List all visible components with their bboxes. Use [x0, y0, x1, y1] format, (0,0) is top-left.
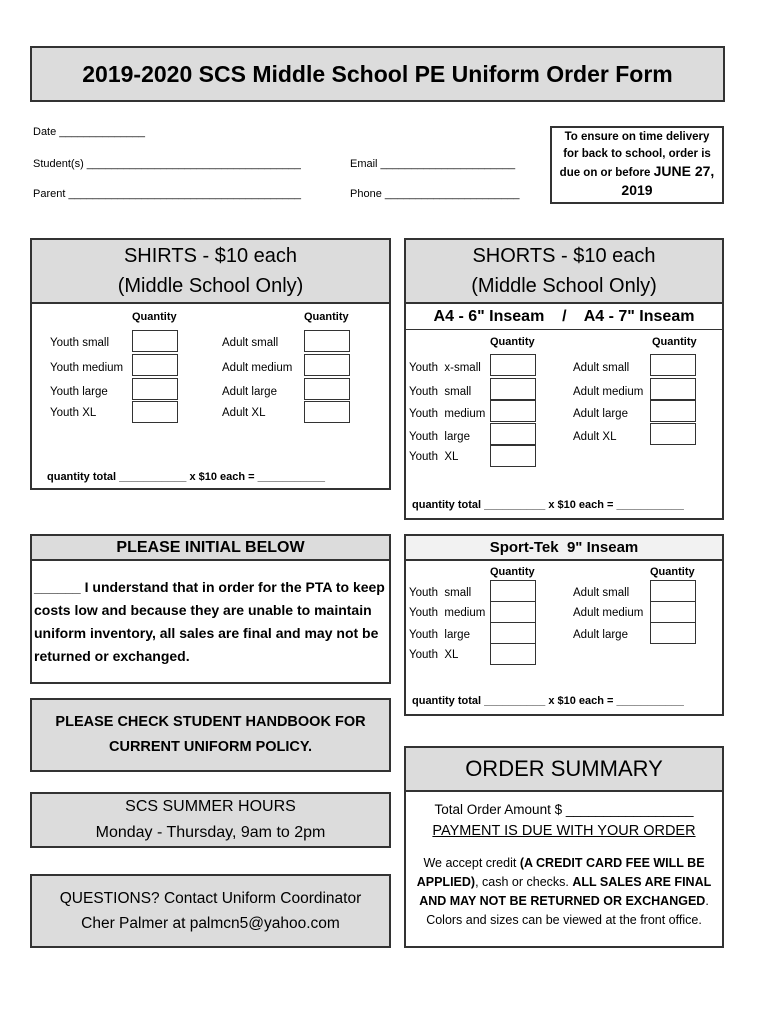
phone-field[interactable]: Phone ______________________	[350, 188, 520, 200]
shirts-adult-label: Adult small	[222, 337, 279, 349]
order-summary-title: ORDER SUMMARY	[406, 748, 722, 792]
shirts-subtitle: (Middle School Only)	[117, 275, 304, 297]
page-title: 2019-2020 SCS Middle School PE Uniform Order Form	[30, 46, 725, 102]
shorts-adult-quantity-header: Quantity	[652, 336, 697, 348]
shorts-adult-qty-input[interactable]	[650, 378, 696, 400]
delivery-notice	[550, 126, 724, 204]
shorts-adult-label: Adult large	[573, 408, 628, 420]
summer-hours	[30, 792, 391, 848]
shorts-adult-qty-input[interactable]	[650, 400, 696, 422]
sporttek-title: Sport-Tek 9" Inseam	[406, 536, 722, 561]
sporttek-adult-label: Adult medium	[573, 607, 644, 619]
sporttek-youth-qty-input[interactable]	[490, 601, 536, 623]
summer-hours-times: Monday - Thursday, 9am to 2pm	[95, 824, 326, 841]
delivery-due-date: JUNE 27, 2019	[621, 163, 715, 198]
sporttek-adult-qty-input[interactable]	[650, 601, 696, 623]
email-field[interactable]: Email ______________________	[350, 158, 516, 170]
shorts-adult-qty-input[interactable]	[650, 354, 696, 376]
summer-hours-title: SCS SUMMER HOURS	[125, 798, 296, 815]
shirts-youth-label: Youth large	[50, 386, 108, 398]
sporttek-youth-qty-input[interactable]	[490, 580, 536, 602]
shorts-total-line[interactable]: quantity total __________ x $10 each = ___________	[412, 499, 684, 511]
shirts-header	[32, 240, 389, 304]
parent-field[interactable]: Parent ______________________________________	[33, 188, 301, 200]
shorts-subtitle: (Middle School Only)	[471, 275, 657, 297]
shorts-youth-qty-input[interactable]	[490, 400, 536, 422]
sporttek-youth-label: Youth large	[409, 629, 470, 641]
shirts-title: SHIRTS - $10 each	[123, 245, 298, 267]
initial-agreement-text[interactable]: ______ I understand that in order for the PTA to keep costs low and because they are unable to maintain uniform inventory, all sales are final and may not be returned or exchanged.	[34, 579, 385, 664]
shorts-adult-qty-input[interactable]	[650, 423, 696, 445]
shirts-youth-label: Youth medium	[50, 362, 124, 374]
handbook-notice	[30, 698, 391, 772]
shirts-youth-quantity-header: Quantity	[132, 311, 177, 323]
sporttek-total-line[interactable]: quantity total __________ x $10 each = ___________	[412, 695, 684, 707]
students-field[interactable]: Student(s) ___________________________________	[33, 158, 301, 170]
sporttek-youth-label: Youth medium	[409, 607, 486, 619]
shorts-youth-qty-input[interactable]	[490, 445, 536, 467]
order-summary-section	[404, 746, 724, 948]
shirts-adult-qty-input[interactable]	[304, 378, 350, 400]
payment-due-notice: PAYMENT IS DUE WITH YOUR ORDER	[432, 823, 696, 839]
sporttek-youth-quantity-header: Quantity	[490, 566, 535, 578]
date-field[interactable]: Date ______________	[33, 126, 145, 138]
shirts-adult-qty-input[interactable]	[304, 401, 350, 423]
order-total-line[interactable]: Total Order Amount $ _________________	[434, 802, 694, 817]
shorts-adult-label: Adult medium	[573, 386, 644, 398]
sporttek-adult-label: Adult small	[573, 587, 630, 599]
shorts-youth-label: Youth x-small	[409, 362, 481, 374]
sporttek-adult-qty-input[interactable]	[650, 622, 696, 644]
shorts-youth-qty-input[interactable]	[490, 423, 536, 445]
questions-contact	[30, 874, 391, 948]
shirts-adult-label: Adult XL	[222, 407, 266, 419]
shorts-title: SHORTS - $10 each	[472, 245, 656, 267]
shirts-youth-qty-input[interactable]	[132, 378, 178, 400]
shirts-youth-qty-input[interactable]	[132, 330, 178, 352]
initial-section	[30, 534, 391, 684]
shorts-youth-qty-input[interactable]	[490, 378, 536, 400]
credit-fee-notice: (A CREDIT CARD FEE WILL BE APPLIED)	[416, 856, 705, 889]
questions-line2[interactable]: Cher Palmer at palmcn5@yahoo.com	[81, 915, 340, 932]
sporttek-youth-label: Youth XL	[409, 649, 459, 661]
final-sales-notice: ALL SALES ARE FINAL AND MAY NOT BE RETURNED OR EXCHANGED	[419, 875, 712, 908]
sporttek-adult-label: Adult large	[573, 629, 628, 641]
shorts-youth-label: Youth medium	[409, 408, 486, 420]
shirts-adult-qty-input[interactable]	[304, 330, 350, 352]
handbook-line1: PLEASE CHECK STUDENT HANDBOOK FOR	[55, 714, 366, 730]
shorts-youth-label: Youth large	[409, 431, 470, 443]
sporttek-youth-qty-input[interactable]	[490, 622, 536, 644]
shorts-header	[406, 240, 722, 304]
shirts-adult-quantity-header: Quantity	[304, 311, 349, 323]
shorts-adult-label: Adult XL	[573, 431, 617, 443]
shirts-youth-qty-input[interactable]	[132, 401, 178, 423]
shorts-adult-label: Adult small	[573, 362, 630, 374]
handbook-line2: CURRENT UNIFORM POLICY.	[109, 739, 312, 755]
payment-terms-text: . Colors and sizes can be viewed at the front office.	[426, 894, 709, 927]
shorts-youth-label: Youth small	[409, 386, 472, 398]
sporttek-youth-qty-input[interactable]	[490, 643, 536, 665]
shorts-youth-quantity-header: Quantity	[490, 336, 535, 348]
shirts-youth-label: Youth small	[50, 337, 110, 349]
shirts-adult-label: Adult medium	[222, 362, 293, 374]
shirts-youth-label: Youth XL	[50, 407, 97, 419]
shirts-total-line[interactable]: quantity total ___________ x $10 each = ___________	[47, 471, 325, 483]
shirts-adult-qty-input[interactable]	[304, 354, 350, 376]
delivery-notice-text: To ensure on time delivery for back to school, order is due on or before	[559, 131, 711, 179]
payment-terms	[406, 854, 722, 930]
shorts-inseam-header: A4 - 6" Inseam / A4 - 7" Inseam	[406, 304, 722, 330]
sporttek-adult-qty-input[interactable]	[650, 580, 696, 602]
initial-title: PLEASE INITIAL BELOW	[32, 536, 389, 561]
payment-terms-text: , cash or checks.	[475, 875, 573, 889]
shirts-adult-label: Adult large	[222, 386, 277, 398]
sporttek-youth-label: Youth small	[409, 587, 472, 599]
shorts-youth-qty-input[interactable]	[490, 354, 536, 376]
shorts-youth-label: Youth XL	[409, 451, 459, 463]
questions-line1: QUESTIONS? Contact Uniform Coordinator	[59, 890, 362, 907]
sporttek-adult-quantity-header: Quantity	[650, 566, 695, 578]
shirts-youth-qty-input[interactable]	[132, 354, 178, 376]
payment-terms-text: We accept credit	[423, 856, 520, 870]
